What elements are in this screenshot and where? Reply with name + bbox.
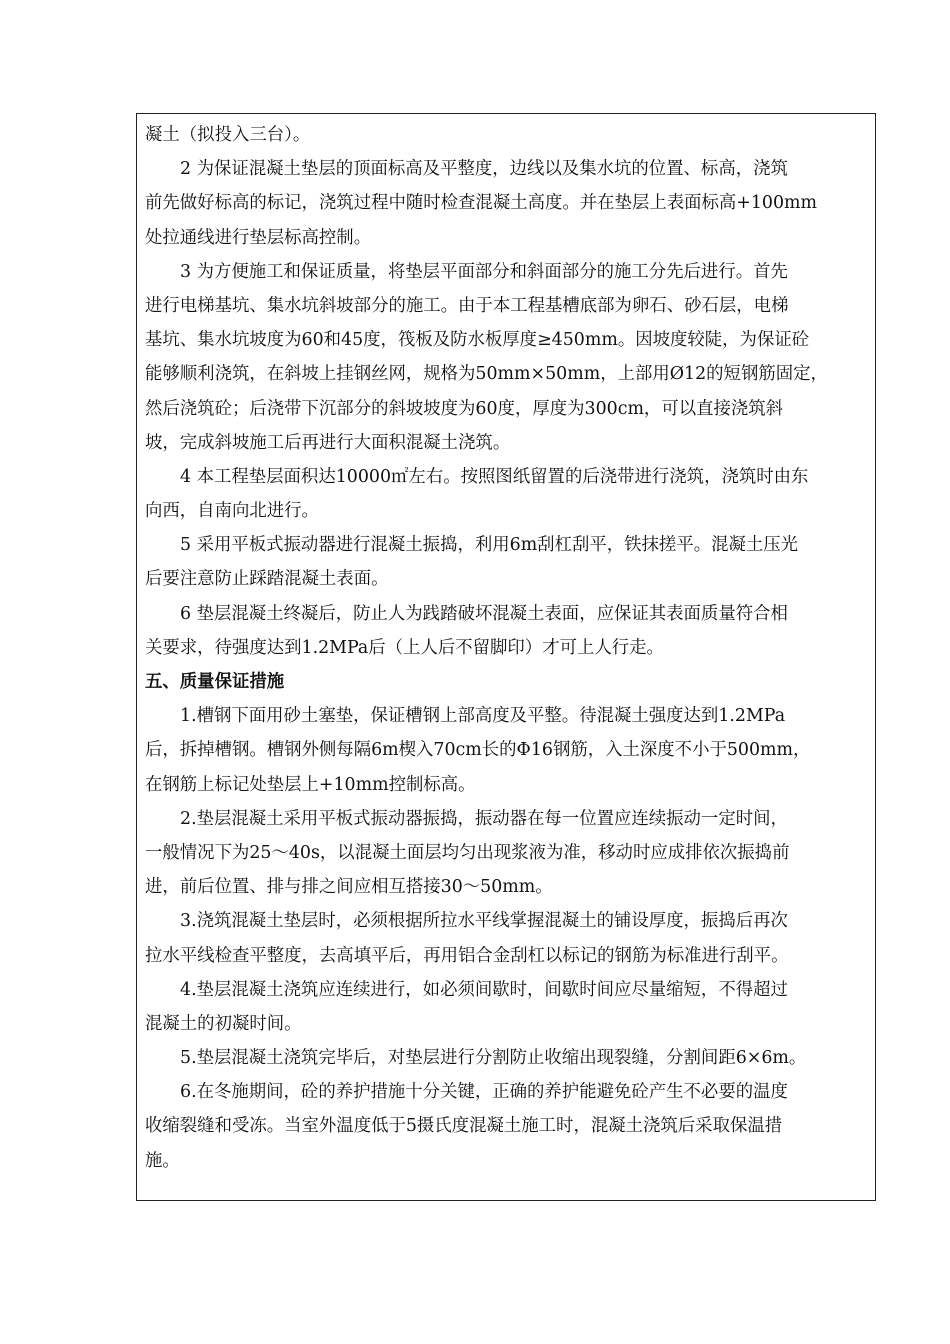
measure-3-start: 3.浇筑混凝土垫层时，必须根据所拉水平线掌握混凝土的铺设厚度，振捣后再次 [180, 911, 788, 932]
paragraph-3-start: 3 为方便施工和保证质量，将垫层平面部分和斜面部分的施工分先后进行。首先 [180, 261, 788, 282]
text-line: 向西，自南向北进行。 [145, 501, 319, 522]
paragraph-4-start: 4 本工程垫层面积达10000㎡左右。按照图纸留置的后浇带进行浇筑，浇筑时由东 [180, 466, 809, 487]
paragraph-5-start: 5 采用平板式振动器进行混凝土振捣，利用6m刮杠刮平，铁抹搓平。混凝土压光 [180, 535, 799, 556]
measure-1-start: 1.槽钢下面用砂土塞垫，保证槽钢上部高度及平整。待混凝土强度达到1.2MPa [180, 706, 786, 727]
measure-2-start: 2.垫层混凝土采用平板式振动器振捣，振动器在每一位置应连续振动一定时间， [180, 808, 788, 829]
measure-4-start: 4.垫层混凝土浇筑应连续进行，如必须间歇时，间歇时间应尽量缩短，不得超过 [180, 979, 788, 1000]
text-line: 处拉通线进行垫层标高控制。 [145, 227, 372, 248]
text-line: 关要求，待强度达到1.2MPa后（上人后不留脚印）才可上人行走。 [145, 637, 664, 658]
text-line: 在钢筋上标记处垫层上+10mm控制标高。 [145, 774, 476, 795]
text-line: 一般情况下为25～40s，以混凝土面层均匀出现浆液为准，移动时应成排依次振捣前 [145, 842, 790, 863]
text-line: 拉水平线检查平整度，去高填平后，再用铝合金刮杠以标记的钢筋为标准进行刮平。 [145, 945, 789, 966]
paragraph-2-start: 2 为保证混凝土垫层的顶面标高及平整度，边线以及集水坑的位置、标高，浇筑 [180, 159, 788, 180]
document-body [145, 118, 867, 1178]
paragraph-6-start: 6 垫层混凝土终凝后，防止人为践踏破坏混凝土表面，应保证其表面质量符合相 [180, 603, 788, 624]
text-line: 收缩裂缝和受冻。当室外温度低于5摄氏度混凝土施工时，混凝土浇筑后采取保温措 [145, 1116, 783, 1137]
text-line: 混凝土的初凝时间。 [145, 1013, 302, 1034]
measure-5-start: 5.垫层混凝土浇筑完毕后，对垫层进行分割防止收缩出现裂缝，分割间距6×6m。 [180, 1048, 807, 1069]
text-line: 进行电梯基坑、集水坑斜坡部分的施工。由于本工程基槽底部为卵石、砂石层，电梯 [145, 295, 789, 316]
text-line: 后，拆掉槽钢。槽钢外侧每隔6m楔入70cm长的Φ16钢筋，入土深度不小于500mm， [145, 740, 811, 761]
text-line: 前先做好标高的标记，浇筑过程中随时检查混凝土高度。并在垫层上表面标高+100mm [145, 193, 818, 214]
text-line: 凝土（拟投入三台）。 [145, 125, 311, 145]
text-line: 后要注意防止踩踏混凝土表面。 [145, 569, 389, 590]
text-line: 基坑、集水坑坡度为60和45度，筏板及防水板厚度≥450mm。因坡度较陡，为保证砼 [145, 330, 810, 351]
text-line: 进，前后位置、排与排之间应相互搭接30～50mm。 [145, 877, 553, 898]
measure-6-start: 6.在冬施期间，砼的养护措施十分关键，正确的养护能避免砼产生不必要的温度 [180, 1082, 788, 1103]
text-line: 能够顺利浇筑，在斜坡上挂钢丝网，规格为50mm×50mm，上部用Ø12的短钢筋固定， [145, 364, 828, 385]
section-heading: 五、质量保证措施 [145, 672, 285, 692]
text-line: 施。 [145, 1150, 180, 1171]
text-line: 然后浇筑砼；后浇带下沉部分的斜坡坡度为60度，厚度为300cm，可以直接浇筑斜 [145, 398, 784, 419]
text-line: 坡，完成斜坡施工后再进行大面积混凝土浇筑。 [145, 432, 511, 453]
